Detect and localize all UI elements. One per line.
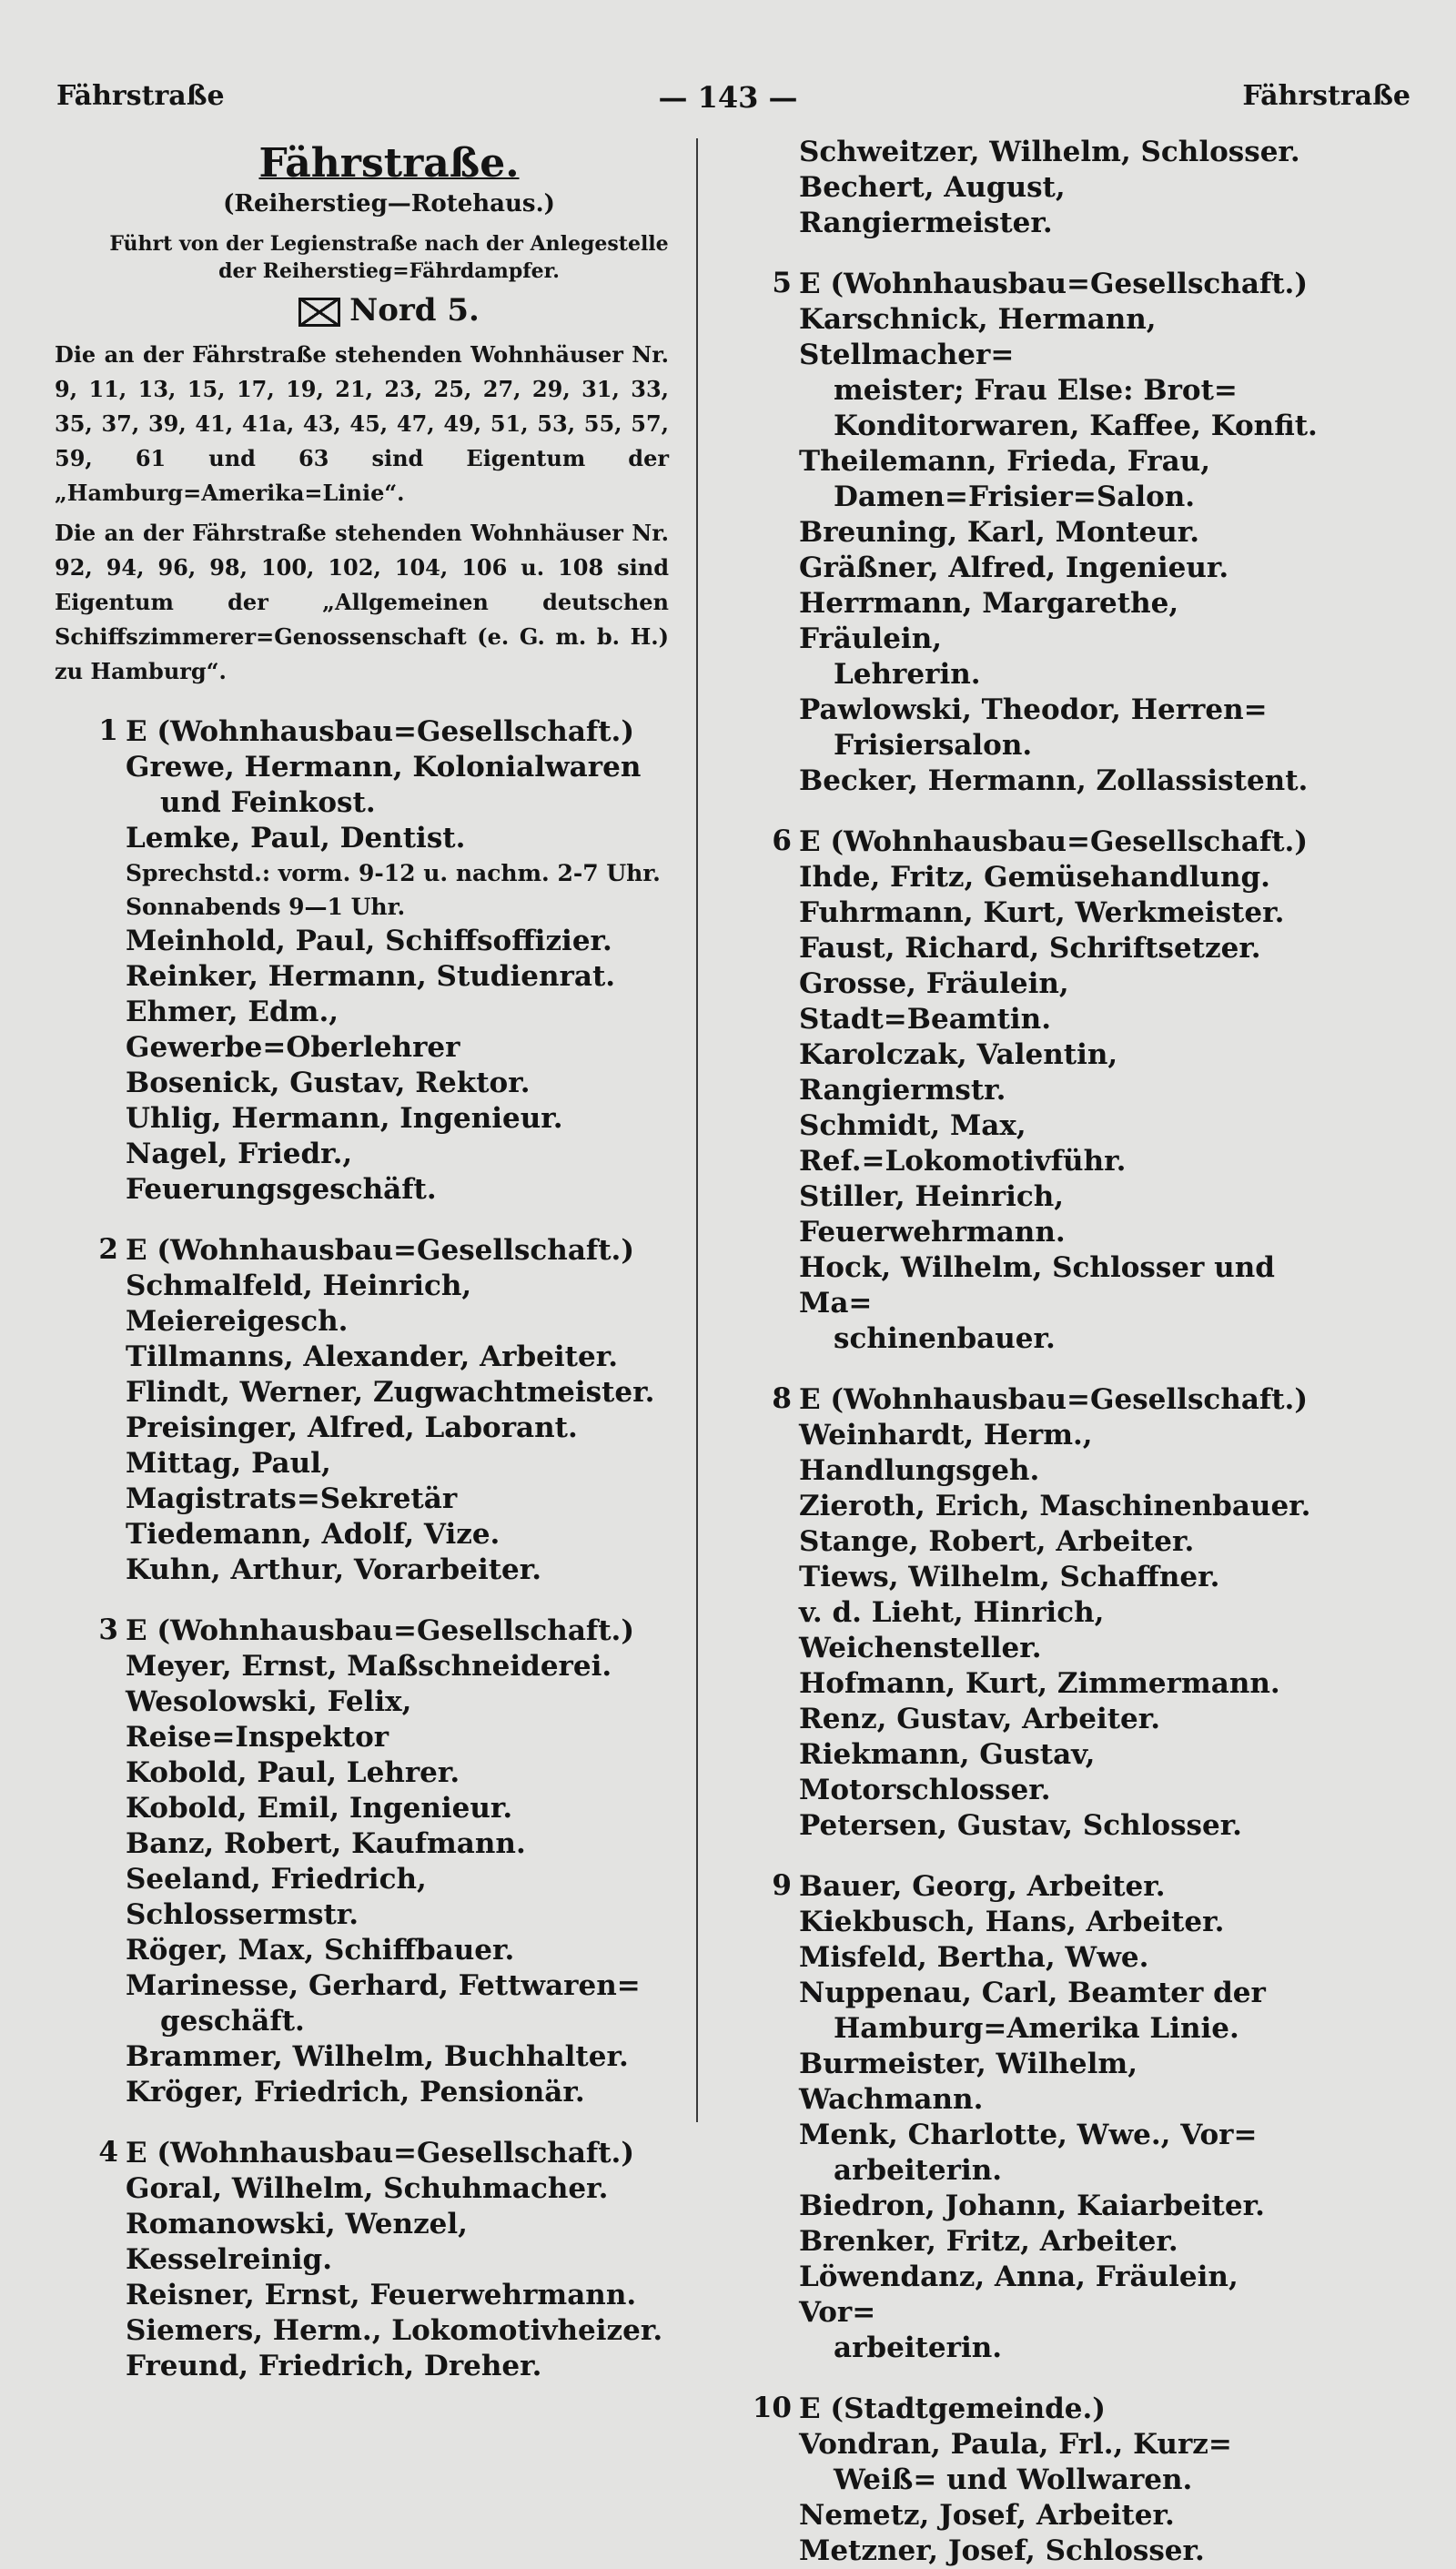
resident-text: Menk, Charlotte, Wwe., Vor= [799,2119,1258,2151]
resident-entry [799,1940,1324,1976]
resident-entry [126,1755,669,1791]
resident-entry [126,2075,669,2110]
page-number: — 143 — [658,80,798,115]
resident-text: Flindt, Werner, Zugwachtmeister. [126,1376,655,1409]
resident-text: Karschnick, Hermann, Stellmacher= [799,303,1157,371]
resident-entry [126,1101,669,1137]
resident-text: Pawlowski, Theodor, Herren= [799,693,1268,726]
resident-text: Nemetz, Josef, Arbeiter. [799,2499,1175,2532]
resident-entry [799,2224,1324,2260]
resident-entry [126,1137,669,1208]
street-subtitle: (Reiherstieg—Rotehaus.) [223,190,555,217]
resident-entry [799,586,1324,693]
continued-resident-block [728,135,1324,241]
resident-text: Stiller, Heinrich, Feuerwehrmann. [799,1180,1066,1249]
house-owner: E (Stadtgemeinde.) [799,2392,1106,2425]
resident-continuation: Konditorwaren, Kaffee, Konfit. [834,410,1318,442]
resident-continuation: Hamburg=Amerika Linie. [834,2012,1239,2045]
resident-text: Marinesse, Gerhard, Fettwaren= [126,1969,641,2002]
resident-entry [126,924,669,959]
resident-continuation: Damen=Frisier=Salon. [834,480,1196,513]
resident-entry [126,1933,669,1968]
house-block [728,267,1324,799]
house-block [728,824,1324,1357]
resident-entry [126,1375,669,1411]
resident-entry [799,860,1324,895]
right-column [728,135,1324,2569]
resident-text: Vondran, Paula, Frl., Kurz= [799,2428,1232,2461]
house-block [728,1382,1324,1844]
resident-entry [799,1702,1324,1737]
resident-text: Herrmann, Margarethe, Fräulein, [799,587,1179,655]
house-block [728,1869,1324,2366]
resident-text: Freund, Friedrich, Dreher. [126,2350,542,2382]
resident-text: Reinker, Hermann, Studienrat. [126,960,616,993]
resident-text: Seeland, Friedrich, Schlossermstr. [126,1863,427,1931]
resident-text: Uhlig, Hermann, Ingenieur. [126,1102,563,1135]
house-owner: E (Wohnhausbau=Gesellschaft.) [799,268,1309,300]
resident-entry [799,1179,1324,1250]
resident-entry [799,1037,1324,1108]
resident-text: Banz, Robert, Kaufmann. [126,1827,526,1860]
resident-text: Reisner, Ernst, Feuerwehrmann. [126,2279,637,2311]
resident-entry [799,966,1324,1037]
ownership-note: Die an der Fährstraße stehenden Wohnhäuser Nr. 92, 94, 96, 98, 100, 102, 104, 106 u. 108 sind Eigentum der „Allgemeinen deutschen Schiffszimmerer=Genossenschaft (e. G. m. b. H.) zu Hamburg“. [55,520,669,684]
resident-entry [799,1666,1324,1702]
resident-entry [126,1340,669,1375]
resident-entry [799,2260,1324,2366]
resident-entry [799,2427,1324,2498]
resident-entry [126,1968,669,2039]
resident-text: Karolczak, Valentin, Rangiermstr. [799,1038,1118,1107]
resident-continuation: meister; Frau Else: Brot= [834,374,1238,407]
resident-text: Ehmer, Edm., Gewerbe=Oberlehrer [126,996,460,1064]
house-number: 9 [772,1869,792,1902]
resident-entry [126,1517,669,1553]
resident-entry [799,1808,1324,1844]
resident-text: Romanowski, Wenzel, Kesselreinig. [126,2208,468,2276]
resident-entry [799,1560,1324,1595]
envelope-icon [298,298,340,327]
house-block [55,1233,669,1588]
office-hours-note: Sprechstd.: vorm. 9-12 u. nachm. 2-7 Uhr. [126,860,661,886]
resident-entry [126,1649,669,1684]
resident-entry [799,2189,1324,2224]
resident-text: Gräßner, Alfred, Ingenieur. [799,551,1229,584]
resident-text: Siemers, Herm., Lokomotivheizer. [126,2314,663,2347]
resident-entry [126,1684,669,1755]
house-block [55,2136,669,2384]
house-number: 1 [98,714,118,747]
resident-entry [126,995,669,1066]
resident-text: Hofmann, Kurt, Zimmermann. [799,1667,1280,1700]
resident-text: Lemke, Paul, Dentist. [126,822,466,855]
resident-entry [126,2039,669,2075]
resident-text: Wesolowski, Felix, Reise=Inspektor [126,1685,412,1754]
ownership-note: Die an der Fährstraße stehenden Wohnhäuser Nr. 9, 11, 13, 15, 17, 19, 21, 23, 25, 27, 29, 31, 33, 35, 37, 39, 41, 41a, 43, 45, 47, 49, 51, 53, 55, 57, 59, 61 und 63 sind Eigentum der „Hamburg=Amerika=Linie“. [55,341,669,506]
resident-entry [799,2118,1324,2189]
resident-text: Metzner, Josef, Schlosser. [799,2534,1205,2567]
house-block [55,714,669,1208]
resident-text: Tillmanns, Alexander, Arbeiter. [126,1340,619,1373]
resident-text: Misfeld, Bertha, Wwe. [799,1941,1149,1974]
running-head-right: Fährstraße [1242,80,1410,112]
resident-text: Stange, Robert, Arbeiter. [799,1525,1195,1558]
resident-text: Kröger, Friedrich, Pensionär. [126,2076,585,2109]
house-owner: E (Wohnhausbau=Gesellschaft.) [126,2137,635,2169]
house-number: 2 [98,1233,118,1266]
resident-entry [799,1108,1324,1179]
resident-entry [799,444,1324,515]
resident-entry [126,2349,669,2384]
resident-text: Meinhold, Paul, Schiffsoffizier. [126,925,612,957]
resident-entry [126,1553,669,1588]
resident-entry [126,2171,669,2207]
resident-continuation: und Feinkost. [160,786,376,819]
resident-entry [126,2207,669,2278]
resident-continuation: arbeiterin. [834,2154,1003,2187]
house-owner: Bauer, Georg, Arbeiter. [799,1870,1166,1903]
postal-district-label: Nord 5. [349,292,480,329]
resident-text: Mittag, Paul, Magistrats=Sekretär [126,1447,458,1515]
resident-continuation: Frisiersalon. [834,729,1033,762]
resident-text: Biedron, Johann, Kaiarbeiter. [799,2190,1265,2222]
resident-entry [126,1411,669,1446]
resident-text: Weinhardt, Herm., Handlungsgeh. [799,1419,1093,1487]
right-house-list [728,267,1324,2569]
house-block [55,1613,669,2110]
resident-text: Meyer, Ernst, Maßschneiderei. [126,1650,612,1683]
resident-entry [126,959,669,995]
house-owner: E (Wohnhausbau=Gesellschaft.) [126,1614,635,1647]
left-house-list [55,714,669,2384]
postal-district [109,292,669,329]
house-number: 6 [772,824,792,857]
resident-entry [126,1791,669,1826]
resident-entry [799,551,1324,586]
left-column [55,135,669,2384]
resident-entry [126,1269,669,1340]
resident-entry [799,1418,1324,1489]
resident-text: Faust, Richard, Schriftsetzer. [799,932,1261,965]
resident-entry [126,1862,669,1933]
resident-entry [799,1737,1324,1808]
resident-text: Schweitzer, Wilhelm, Schlosser. [799,136,1300,168]
resident-text: Schmalfeld, Heinrich, Meiereigesch. [126,1269,472,1338]
house-number: 4 [98,2136,118,2169]
resident-text: Nagel, Friedr., Feuerungsgeschäft. [126,1138,437,1206]
resident-text: Ihde, Fritz, Gemüsehandlung. [799,861,1270,894]
resident-entry [799,1250,1324,1357]
resident-text: v. d. Lieht, Hinrich, Weichensteller. [799,1596,1105,1664]
resident-entry [799,2498,1324,2534]
resident-text: Becker, Hermann, Zollassistent. [799,764,1309,797]
resident-text: Brammer, Wilhelm, Buchhalter. [126,2040,629,2073]
house-owner: E (Wohnhausbau=Gesellschaft.) [799,1383,1309,1416]
house-number: 8 [772,1382,792,1415]
resident-text: Bechert, August, Rangiermeister. [799,171,1066,239]
resident-text: Fuhrmann, Kurt, Werkmeister. [799,896,1285,929]
resident-text: Breuning, Karl, Monteur. [799,516,1200,549]
house-number: 10 [752,2392,792,2424]
house-number: 5 [772,267,792,299]
resident-entry [126,1446,669,1517]
resident-entry [799,135,1324,170]
resident-text: Theilemann, Frieda, Frau, [799,445,1211,478]
resident-text: Schmidt, Max, Ref.=Lokomotivführ. [799,1109,1127,1178]
house-owner: E (Wohnhausbau=Gesellschaft.) [126,1234,635,1267]
resident-entry [799,1595,1324,1666]
resident-text: Hock, Wilhelm, Schlosser und Ma= [799,1251,1275,1320]
resident-entry [799,302,1324,409]
resident-entry [799,2047,1324,2118]
resident-entry [126,750,669,821]
resident-entry [799,895,1324,931]
resident-entry [799,515,1324,551]
resident-text: Löwendanz, Anna, Fräulein, Vor= [799,2261,1239,2329]
street-title: Fährstraße. [258,140,520,187]
resident-entry [799,1905,1324,1940]
ownership-notes [55,338,669,689]
resident-text: Tiews, Wilhelm, Schaffner. [799,1561,1220,1593]
resident-entry [799,170,1324,241]
street-description: Führt von der Legienstraße nach der Anlegestelle der Reiherstieg=Fährdampfer. [109,232,669,283]
resident-continuation: schinenbauer. [834,1322,1056,1355]
house-number: 3 [98,1613,118,1646]
resident-text: Preisinger, Alfred, Laborant. [126,1411,578,1444]
resident-text: Brenker, Fritz, Arbeiter. [799,2225,1178,2258]
resident-continuation: arbeiterin. [834,2331,1003,2364]
resident-entry [799,931,1324,966]
resident-text: Kobold, Emil, Ingenieur. [126,1792,513,1825]
house-block [728,2392,1324,2569]
resident-entry [799,1489,1324,1524]
resident-text: Bosenick, Gustav, Rektor. [126,1067,531,1099]
continued-residents [728,135,1324,241]
column-divider [696,138,698,2122]
resident-continuation: Lehrerin. [834,658,981,691]
resident-entry [799,693,1324,764]
resident-text: Kobold, Paul, Lehrer. [126,1756,460,1789]
resident-entry [126,2313,669,2349]
running-head-left: Fährstraße [56,80,225,112]
resident-text: Röger, Max, Schiffbauer. [126,1934,515,1967]
house-owner: E (Wohnhausbau=Gesellschaft.) [126,715,635,748]
resident-entry [799,409,1324,444]
office-hours-note: Sonnabends 9—1 Uhr. [126,894,406,920]
resident-text: Tiedemann, Adolf, Vize. [126,1518,500,1551]
resident-text: Grosse, Fräulein, Stadt=Beamtin. [799,967,1069,1036]
resident-text: Goral, Wilhelm, Schuhmacher. [126,2172,609,2205]
resident-text: Petersen, Gustav, Schlosser. [799,1809,1242,1842]
resident-text: Renz, Gustav, Arbeiter. [799,1703,1161,1735]
resident-entry [126,2278,669,2313]
resident-text: Kiekbusch, Hans, Arbeiter. [799,1906,1225,1938]
resident-continuation: geschäft. [160,2005,305,2038]
house-owner: E (Wohnhausbau=Gesellschaft.) [799,825,1309,858]
resident-entry [799,764,1324,799]
resident-entry [126,821,669,856]
resident-text: Riekmann, Gustav, Motorschlosser. [799,1738,1096,1806]
resident-text: Kuhn, Arthur, Vorarbeiter. [126,1553,542,1586]
resident-entry [126,1826,669,1862]
resident-text: Nuppenau, Carl, Beamter der [799,1977,1266,2009]
resident-entry [799,1976,1324,2047]
resident-entry [126,1066,669,1101]
resident-text: Zieroth, Erich, Maschinenbauer. [799,1490,1311,1522]
resident-continuation: Weiß= und Wollwaren. [834,2463,1193,2496]
resident-text: Grewe, Hermann, Kolonialwaren [126,751,642,784]
resident-entry [799,1524,1324,1560]
resident-entry [799,2534,1324,2569]
resident-text: Burmeister, Wilhelm, Wachmann. [799,2048,1138,2116]
